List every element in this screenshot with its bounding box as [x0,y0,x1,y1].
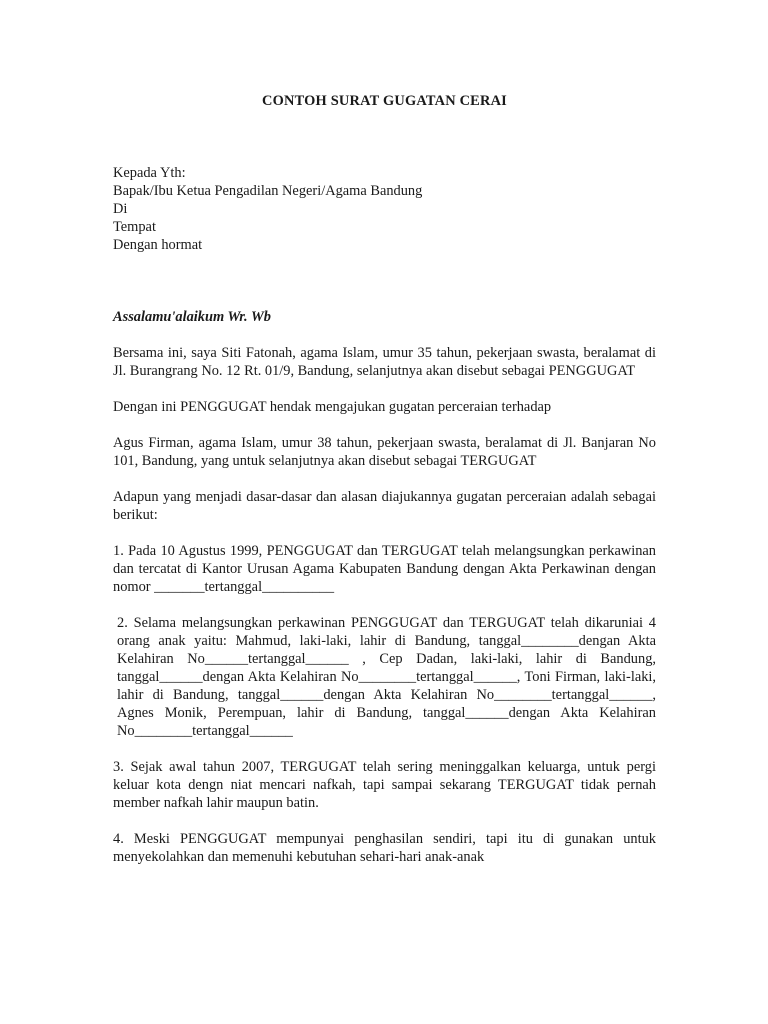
paragraph-point-2: 2. Selama melangsungkan perkawinan PENGGUGAT dan TERGUGAT telah dikaruniai 4 orang anak yaitu: Mahmud, laki-laki, lahir di Bandung, tanggal________dengan Akta Kelahiran No______tertanggal______ , Cep Dadan, laki-laki, lahir di Bandung, tanggal______dengan Akta Kelahiran No________tertanggal______, Toni Firman, laki-laki, lahir di Bandung, tanggal______dengan Akta Kelahiran No________tertanggal______, Agnes Monik, Perempuan, lahir di Bandung, tanggal______dengan Akta Kelahiran No________tertanggal______ [117,615,656,739]
document-title: CONTOH SURAT GUGATAN CERAI [262,93,507,109]
address-recipient-label: Kepada Yth: [113,165,186,181]
paragraph-defendant: Agus Firman, agama Islam, umur 38 tahun, pekerjaan swasta, beralamat di Jl. Banjaran No 101, Bandung, yang untuk selanjutnya akan disebut sebagai TERGUGAT [113,435,656,469]
address-block [113,164,656,254]
paragraph-plaintiff: Bersama ini, saya Siti Fatonah, agama Islam, umur 35 tahun, pekerjaan swasta, beralamat di Jl. Burangrang No. 12 Rt. 01/9, Bandung, selanjutnya akan disebut sebagai PENGGUGAT [113,345,656,379]
paragraph-point-3: 3. Sejak awal tahun 2007, TERGUGAT telah sering meninggalkan keluarga, untuk pergi keluar kota dengn niat mencari nafkah, tapi sampai sekarang TERGUGAT tidak pernah member nafkah lahir maupun batin. [113,759,656,811]
document-page [113,92,656,884]
paragraph-point-1: 1. Pada 10 Agustus 1999, PENGGUGAT dan TERGUGAT telah melangsungkan perkawinan dan tercatat di Kantor Urusan Agama Kabupaten Bandung dengan Akta Perkawinan dengan nomor _______tertanggal__________ [113,543,656,595]
paragraph-point-4: 4. Meski PENGGUGAT mempunyai penghasilan sendiri, tapi itu di gunakan untuk menyekolahkan dan memenuhi kebutuhan sehari-hari anak-anak [113,831,656,865]
paragraph-intent: Dengan ini PENGGUGAT hendak mengajukan gugatan perceraian terhadap [113,399,552,415]
address-di: Di [113,201,128,217]
paragraph-grounds-intro: Adapun yang menjadi dasar-dasar dan alasan diajukannya gugatan perceraian adalah sebagai berikut: [113,489,656,523]
address-tempat: Tempat [113,219,156,235]
address-recipient-name: Bapak/Ibu Ketua Pengadilan Negeri/Agama Bandung [113,183,423,199]
address-salutation: Dengan hormat [113,237,203,253]
greeting: Assalamu'alaikum Wr. Wb [113,309,271,325]
